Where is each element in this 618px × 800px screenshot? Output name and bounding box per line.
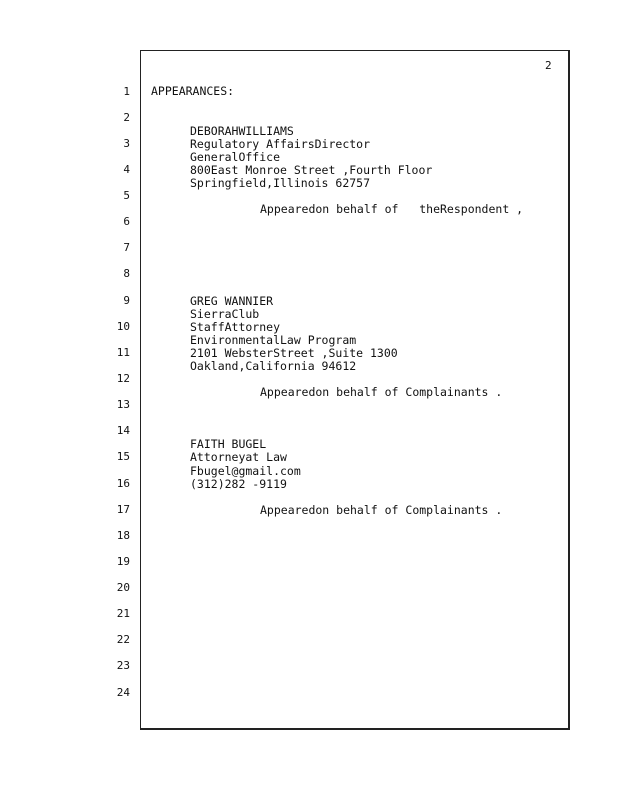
appearance-1-name: DEBORAHWILLIAMS: [190, 124, 294, 138]
line-number: 11: [116, 346, 130, 359]
line-number: 22: [116, 633, 130, 646]
line-number: 1: [123, 85, 130, 98]
appearance-2-appeared: Appearedon behalf of Complainants .: [260, 385, 503, 399]
line-number: 6: [123, 215, 130, 228]
line-number: 4: [123, 163, 130, 176]
line-number: 15: [116, 450, 130, 463]
appearance-2-organization: SierraClub: [190, 307, 260, 321]
line-number: 20: [116, 581, 130, 594]
line-number: 19: [116, 555, 130, 568]
appearance-2-title: StaffAttorney: [190, 320, 281, 334]
appearance-1-city: Springfield,Illinois 62757: [190, 176, 371, 190]
appearance-2-name: GREG WANNIER: [190, 294, 274, 308]
appearance-1-office: GeneralOffice: [190, 150, 281, 164]
line-number: 24: [116, 686, 130, 699]
appearance-3-email: Fbugel@gmail.com: [190, 464, 301, 478]
line-number: 21: [116, 607, 130, 620]
line-number: 14: [116, 424, 130, 437]
appearance-2-address: 2101 WebsterStreet ,Suite 1300: [190, 346, 398, 360]
line-number: 16: [116, 477, 130, 490]
line-number: 18: [116, 529, 130, 542]
appearance-2-program: EnvironmentalLaw Program: [190, 333, 357, 347]
line-number: 5: [123, 189, 130, 202]
line-number: 13: [116, 398, 130, 411]
page-number: 2: [545, 59, 552, 72]
appearance-1-appeared: Appearedon behalf of theRespondent ,: [260, 202, 524, 216]
line-number: 8: [123, 267, 130, 280]
line-number: 10: [116, 320, 130, 333]
appearance-3-phone: (312)282 -9119: [190, 477, 287, 491]
appearance-3-appeared: Appearedon behalf of Complainants .: [260, 503, 503, 517]
appearance-2-city: Oakland,California 94612: [190, 359, 357, 373]
line-number: 23: [116, 659, 130, 672]
line-number: 2: [123, 111, 130, 124]
appearance-1-address: 800East Monroe Street ,Fourth Floor: [190, 163, 433, 177]
appearance-1-title: Regulatory AffairsDirector: [190, 137, 371, 151]
line-number: 7: [123, 241, 130, 254]
appearances-heading: APPEARANCES:: [151, 84, 235, 98]
appearance-3-name: FAITH BUGEL: [190, 437, 267, 451]
line-number: 3: [123, 137, 130, 150]
line-number: 12: [116, 372, 130, 385]
line-number: 9: [123, 294, 130, 307]
line-number: 17: [116, 503, 130, 516]
appearance-3-title: Attorneyat Law: [190, 450, 287, 464]
